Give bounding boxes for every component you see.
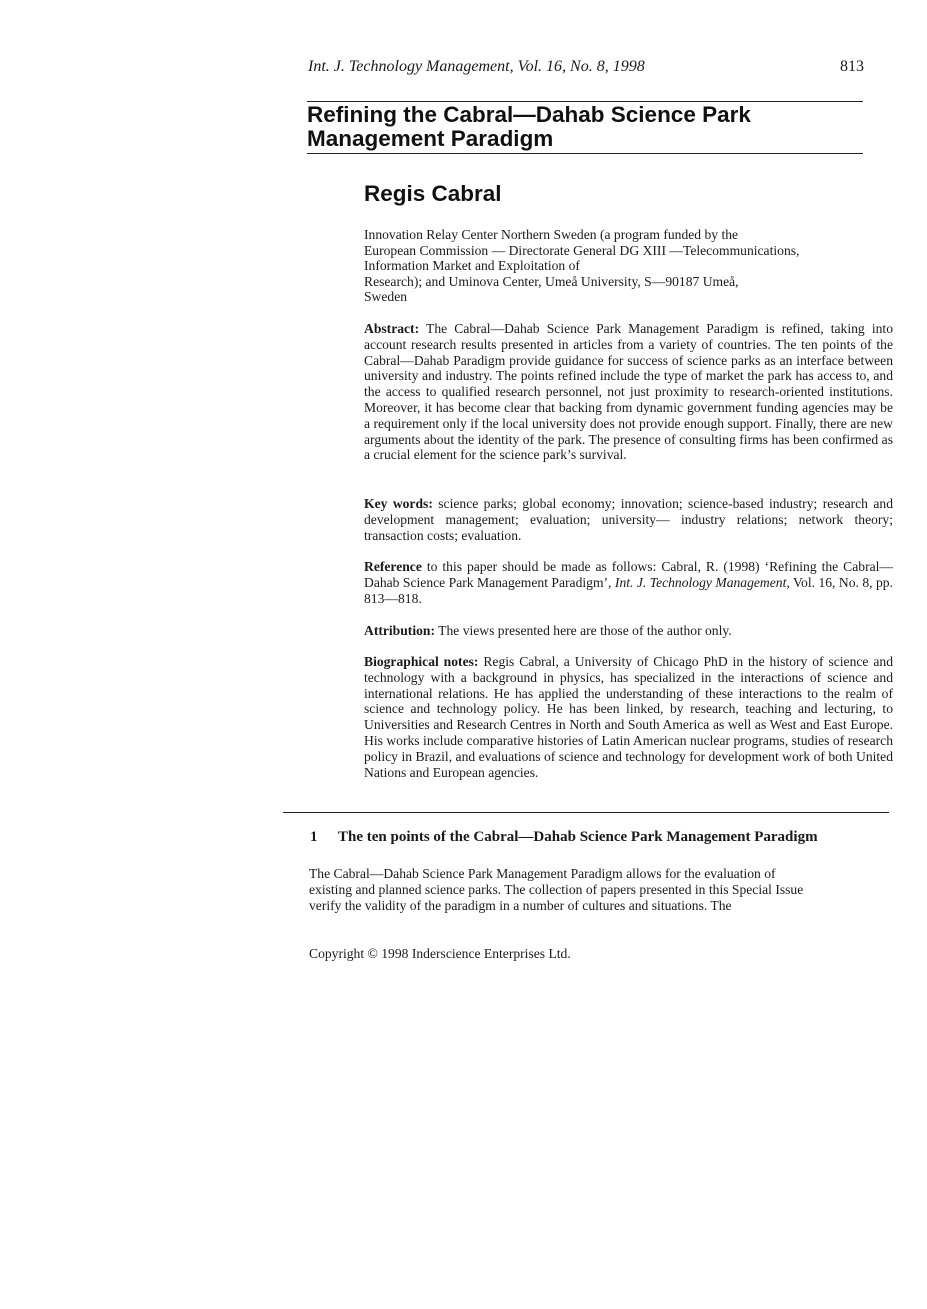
- bio-text: Regis Cabral, a University of Chicago PhD in the history of science and technology with a background in physics, has specialized in the interactions of science and international relations. He has applied the understanding of these interactions to the realm of science and technology policy. He has been linked, by research, teaching and lecturing, to Universities and Research Centres in North and South America as well as West and East Europe. His works include comparative histories of Latin American nuclear programs, studies of research policy in Brazil, and evaluations of science and technology for development work of both United Nations and European agencies.: [364, 654, 893, 780]
- reference-text: to this paper should be made as follows: Cabral, R. (1998) ‘Refining the Cabral—Dahab Science Park Management Paradigm’,: [364, 559, 894, 590]
- author-affiliation: [364, 227, 864, 305]
- body-line: The Cabral—Dahab Science Park Management Paradigm allows for the evaluation of: [309, 866, 776, 881]
- section-title: The ten points of the Cabral—Dahab Science Park Management Paradigm: [338, 829, 818, 845]
- affiliation-line: Information Market and Exploitation of: [364, 258, 580, 274]
- affiliation-line: Research); and Uminova Center, Umeå University, S—90187 Umeå,: [364, 273, 739, 289]
- running-header: [308, 58, 864, 80]
- section-number: 1: [310, 829, 318, 845]
- body-line: verify the validity of the paradigm in a number of cultures and situations. The: [309, 898, 732, 913]
- affiliation-line: Sweden: [364, 289, 408, 305]
- keywords-label: Key words:: [364, 496, 433, 511]
- copyright-notice: Copyright © 1998 Inderscience Enterprises Ltd.: [309, 946, 571, 961]
- journal-citation: Int. J. Technology Management, Vol. 16, No. 8, 1998: [308, 58, 645, 75]
- title-line-2: Management Paradigm: [307, 126, 554, 151]
- biographical-notes: [364, 654, 893, 780]
- body-line: existing and planned science parks. The collection of papers presented in this Special Issue: [309, 882, 804, 897]
- author-name: Regis Cabral: [364, 181, 502, 206]
- reference-journal: Int. J. Technology Management,: [614, 574, 790, 590]
- abstract-text: The Cabral—Dahab Science Park Management Paradigm is refined, taking into account research results presented in articles from a variety of countries. The ten points of the Cabral—Dahab Paradigm provide guidance for success of science parks as an interface between university and industry. The points refined include the type of market the park has access to, and the access to qualified research personnel, not just proximity to research-oriented institutions. Moreover, it has become clear that backing from dynamic government funding agencies may be a requirement only if the local university does not provide enough support. Finally, there are new arguments about the identity of the park. The presence of consulting firms has been confirmed as a crucial element for the science park’s survival.: [364, 321, 893, 463]
- abstract-label: Abstract:: [364, 321, 420, 336]
- affiliation-line: European Commission — Directorate General DG XIII —Telecommunications,: [364, 242, 800, 258]
- section-heading: [310, 829, 818, 846]
- reference-note: [364, 559, 893, 606]
- reference-label: Reference: [364, 559, 422, 574]
- attribution-text: The views presented here are those of the author only.: [438, 623, 732, 638]
- abstract: [364, 321, 893, 463]
- section-divider: [283, 812, 889, 813]
- attribution: [364, 623, 893, 639]
- keywords-text: science parks; global economy; innovation; science-based industry; research and development management; evaluation; university— industry relations; network theory; transaction costs; evaluation.: [364, 496, 894, 543]
- attribution-label: Attribution:: [364, 623, 435, 638]
- bio-label: Biographical notes:: [364, 654, 479, 669]
- reference-volume: Vol. 16, No. 8, pp. 813—818.: [364, 574, 894, 606]
- paper-title-text: [307, 103, 863, 151]
- affiliation-line: Innovation Relay Center Northern Sweden (a program funded by the: [364, 227, 739, 242]
- title-line-1: Refining the Cabral—Dahab Science Park: [307, 102, 751, 127]
- paper-title: [307, 101, 863, 154]
- page-number: 813: [840, 58, 864, 75]
- section-body: [309, 866, 893, 914]
- keywords: [364, 496, 893, 543]
